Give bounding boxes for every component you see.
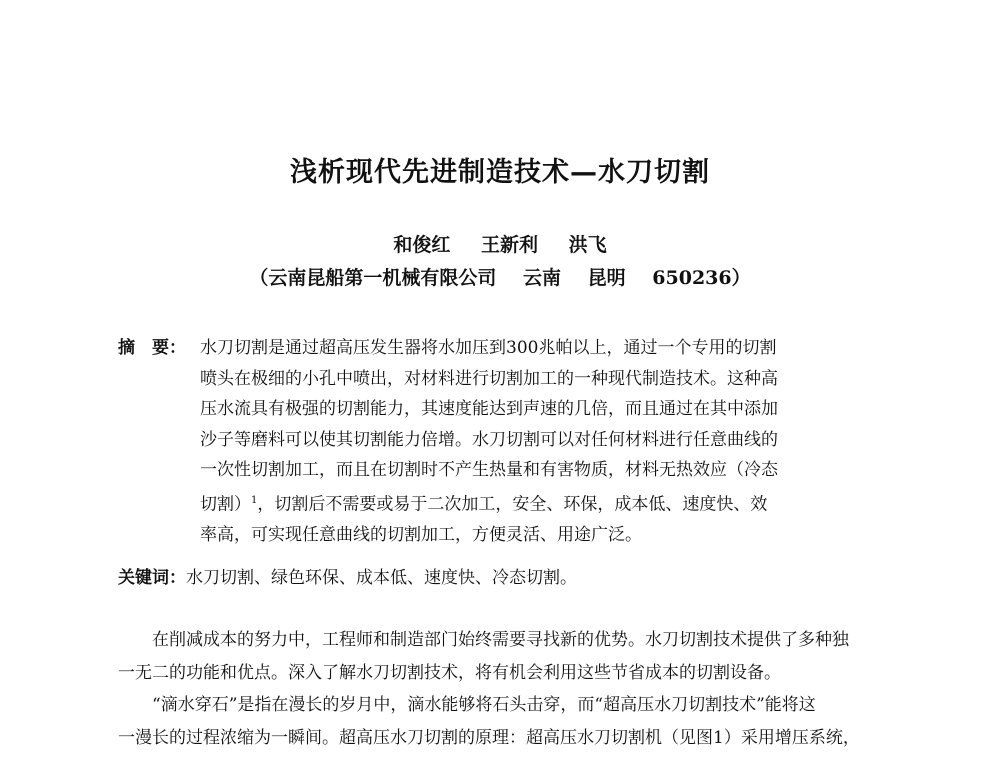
- abstract-label: 摘 要：: [118, 338, 186, 358]
- abstract-line: 沙子等磨料可以使其切割能力倍增。水刀切割可以对任何材料进行任意曲线的: [200, 429, 778, 450]
- author-name: 洪飞: [568, 234, 607, 256]
- paper-title: 浅析现代先进制造技术—水刀切割: [290, 157, 710, 188]
- abstract-line: 一次性切割加工，而且在切割时不产生热量和有害物质，材料无热效应（冷态: [200, 460, 778, 480]
- affiliation: [0, 263, 1000, 290]
- abstract-line: 喷头在极细的小孔中喷出，对材料进行切割加工的一种现代制造技术。这种高: [200, 368, 778, 389]
- abstract-line: 压水流具有极强的切割能力，其速度能达到声速的几倍，而且通过在其中添加: [200, 399, 778, 419]
- affiliation-city: 昆明: [587, 267, 626, 289]
- keywords-text: 水刀切割、绿色环保、成本低、速度快、冷态切割。: [186, 568, 577, 588]
- body-line: 在削减成本的努力中，工程师和制造部门始终需要寻找新的优势。水刀切割技术提供了多种独: [152, 630, 849, 650]
- footnote-marker: 1: [251, 494, 258, 506]
- body-text: [118, 624, 888, 754]
- abstract-line: 水刀切割是通过超高压发生器将水加压到300兆帕以上，通过一个专用的切割: [200, 338, 777, 358]
- keywords-label: 关键词：: [118, 568, 186, 588]
- abstract-line: 率高，可实现任意曲线的切割加工，方便灵活、用途广泛。: [200, 524, 642, 545]
- abstract-line-prefix: 切割）: [200, 494, 251, 515]
- affiliation-province: 云南: [523, 267, 562, 289]
- keywords-section: [118, 563, 888, 588]
- author-name: 和俊红: [393, 234, 451, 256]
- body-line: 一漫长的过程浓缩为一瞬间。超高压水刀切割的原理：超高压水刀切割机（见图1）采用增压系统，: [118, 727, 860, 748]
- affiliation-postcode: 650236: [652, 267, 732, 289]
- body-line: 一无二的功能和优点。深入了解水刀切割技术，将有机会利用这些节省成本的切割设备。: [118, 662, 781, 683]
- affiliation-open-paren: （: [249, 267, 269, 289]
- abstract-line-with-footnote: [200, 486, 888, 520]
- abstract-body: [200, 333, 888, 550]
- affiliation-org: 云南昆船第一机械有限公司: [268, 267, 497, 289]
- body-line: “滴水穿石”是指在漫长的岁月中，滴水能够将石头击穿，而“超高压水刀切割技术”能将这: [152, 695, 816, 715]
- author-list: [0, 230, 1000, 257]
- affiliation-close-paren: ）: [731, 267, 751, 289]
- abstract-section: [118, 333, 888, 550]
- abstract-line-rest: ，切割后不需要或易于二次加工，安全、环保，成本低、速度快、效: [257, 494, 768, 515]
- author-name: 王新利: [480, 234, 538, 256]
